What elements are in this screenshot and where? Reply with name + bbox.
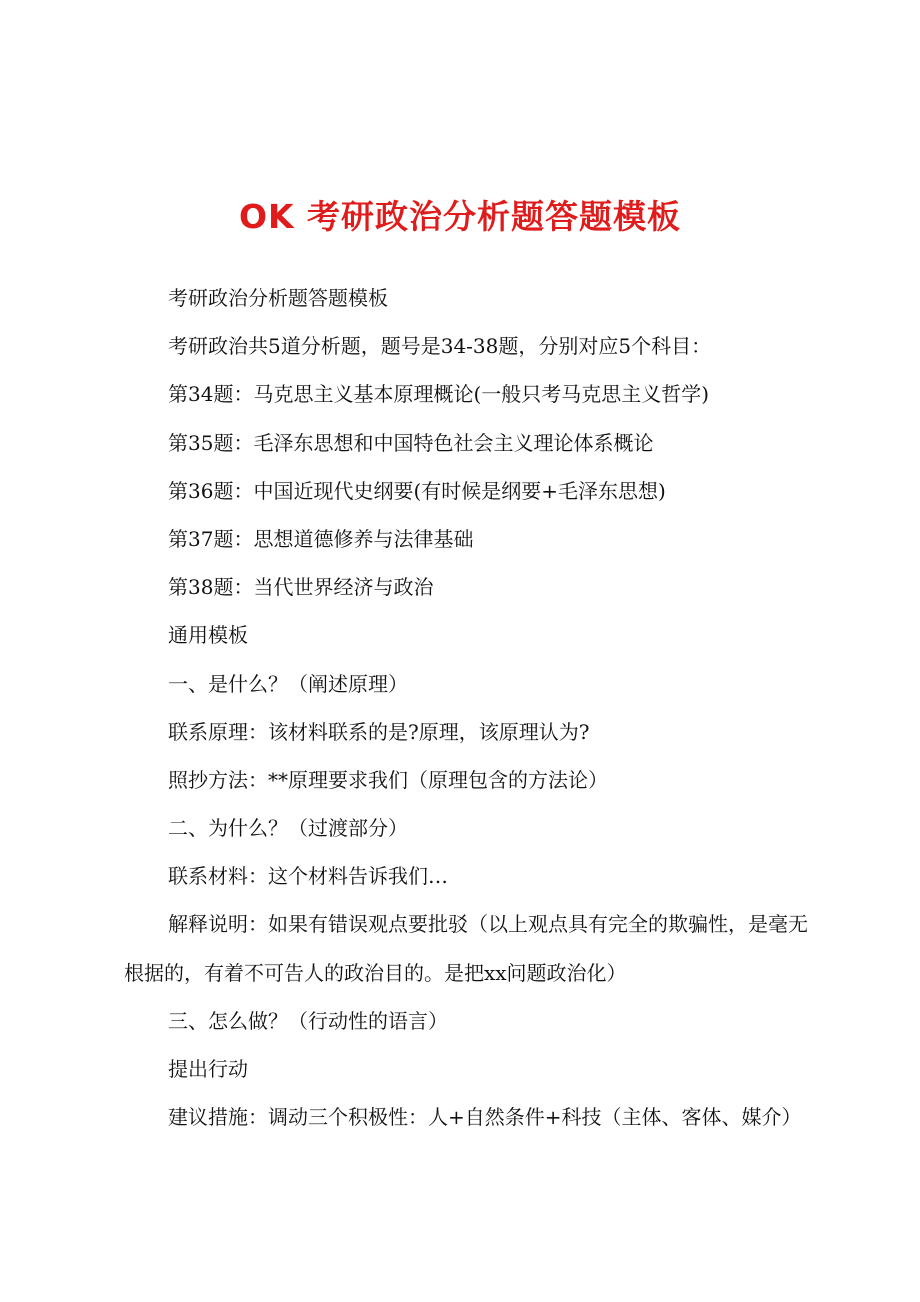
- line-q37: 第37题：思想道德修养与法律基础: [168, 526, 474, 551]
- line-general-template: 通用模板: [168, 623, 248, 648]
- line-q38: 第38题：当代世界经济与政治: [168, 575, 434, 600]
- document-title: OK 考研政治分析题答题模板: [238, 197, 682, 236]
- line-connect-material: 联系材料：这个材料告诉我们…: [168, 864, 448, 889]
- line-section-three: 三、怎么做？（行动性的语言）: [168, 1008, 448, 1033]
- paragraph-explain: 解释说明：如果有错误观点要批驳（以上观点具有完全的欺骗性，是毫无根据的，有着不可告人的政治目的。是把xx问题政治化）: [124, 912, 808, 985]
- line-connect-principle: 联系原理：该材料联系的是?原理，该原理认为?: [168, 719, 590, 744]
- line-subtitle: 考研政治分析题答题模板: [168, 286, 388, 310]
- line-section-two: 二、为什么？（过渡部分）: [168, 816, 408, 841]
- line-q34: 第34题：马克思主义基本原理概论(一般只考马克思主义哲学): [168, 382, 710, 407]
- line-suggest-measures: 建议措施：调动三个积极性：人+自然条件+科技（主体、客体、媒介）: [168, 1105, 802, 1130]
- line-copy-method: 照抄方法：**原理要求我们（原理包含的方法论）: [168, 767, 608, 792]
- line-propose-action: 提出行动: [168, 1057, 248, 1082]
- line-q35: 第35题：毛泽东思想和中国特色社会主义理论体系概论: [168, 430, 654, 455]
- line-intro: 考研政治共5道分析题，题号是34-38题，分别对应5个科目：: [168, 334, 712, 359]
- line-q36: 第36题：中国近现代史纲要(有时候是纲要+毛泽东思想): [168, 478, 666, 503]
- document-body: [124, 274, 814, 1141]
- line-section-one: 一、是什么？（阐述原理）: [168, 671, 408, 696]
